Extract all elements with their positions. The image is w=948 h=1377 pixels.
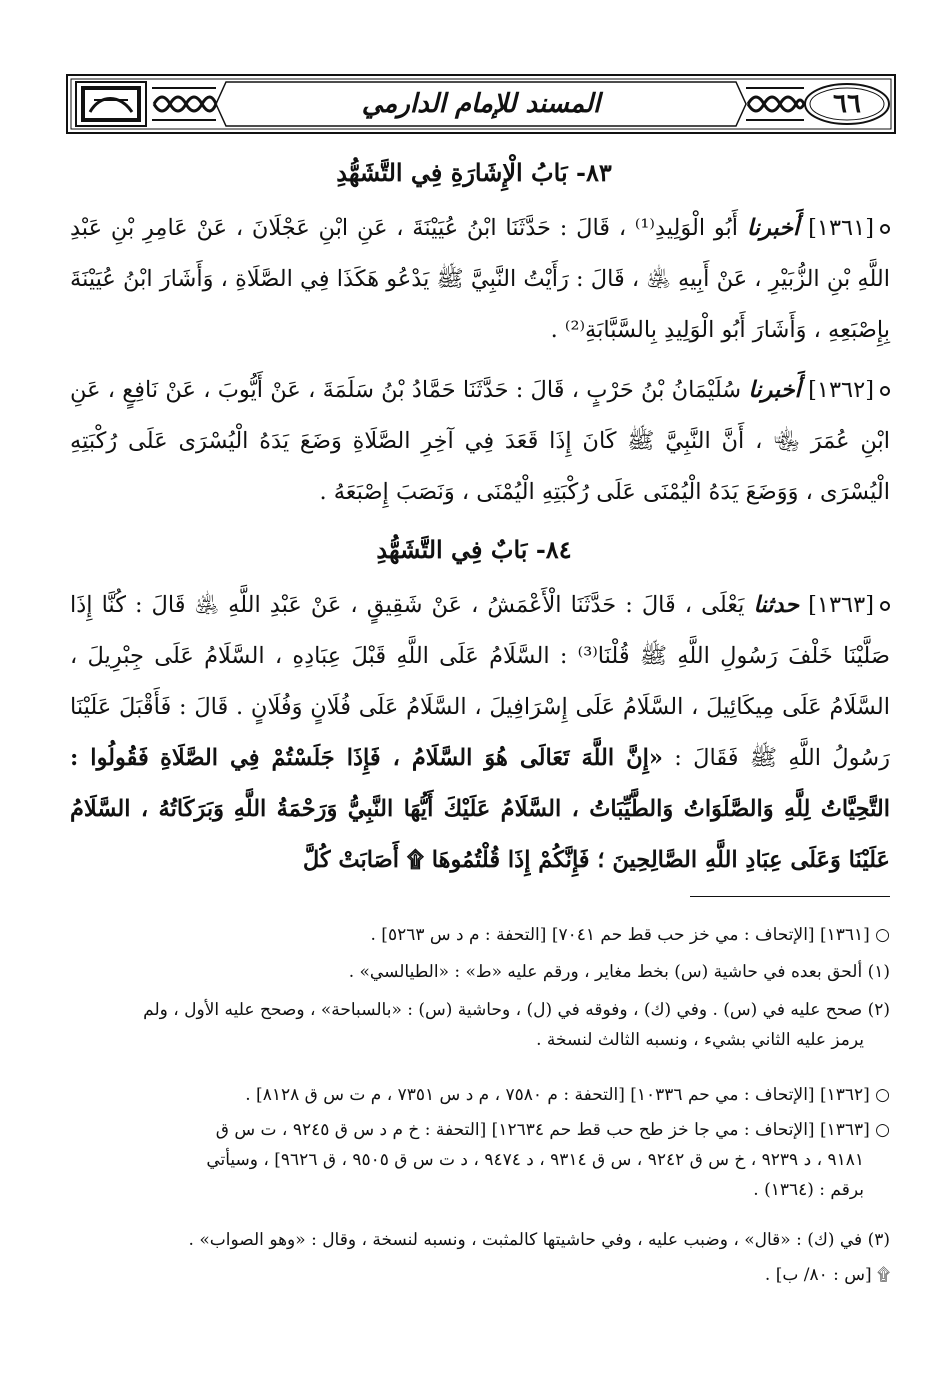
hadith-line: إِذَا صَلَّيْنَا خَلْفَ رَسُولِ اللَّهِ ﷺ قُلْنَا⁽³⁾ : السَّلَامُ عَلَى اللَّهِ قَبْلَ عِبَادِهِ ، السَّلَامُ عَلَى [70,592,890,669]
footnote-line: (٢) صحح عليه في (س) . وفي (ك) ، وفوقه في (ل) ، وحاشية (س) : «بالسباحة» ، وصحح عليه الأول ، ولم [143,1000,890,1020]
footnote-2 [70,995,890,1055]
footnote-line: ٩١٨١ ، د ٩٢٣٩ ، خ س ق ٩٢٤٢ ، س ق ٩٣١٤ ، د ٩٤٧٤ ، د ت س ق ٩٥٠٥ ، ق ٩٦٢٦] ، وسيأتي [206,1150,864,1170]
hadith-line: أَبُو الْوَلِيدِ⁽¹⁾ ، قَالَ : حَدَّثَنَا ابْنُ عُيَيْنَةَ ، عَنِ ابْنِ عَجْلَانَ ، عَنْ عَامِرِ بْنِ [110,215,739,241]
prophetic-speech: «إِنَّ اللَّهَ تَعَالَى هُوَ السَّلَامُ ، فَإِذَا جَلَسْتُمْ فِي الصَّلَاةِ [160,745,663,771]
page-header [66,74,896,134]
hadith-line: عَبْدِ اللَّهِ بْنِ الزُّبَيْرِ ، عَنْ أَبِيهِ ﵁ ، قَالَ : رَأَيْتُ النَّبِيَّ ﷺ يَدْعُو هَكَذَا فِي الصَّلَاةِ ، [70,215,890,292]
transmission-verb: حدثنا [753,592,800,618]
footnote-line: يرمز عليه الثاني بشيء ، ونسبه الثالث لنسخة . [536,1030,864,1050]
chapter-heading-83: ٨٣- بَابُ الْإِشَارَةِ فِي التَّشَهُّدِ [336,158,612,187]
hadith-number: [١٣٦٢] [808,377,875,403]
hadith-line: وَأَشَارَ ابْنُ عُيَيْنَةَ بِإِصْبَعِهِ ، وَأَشَارَ أَبُو الْوَلِيدِ بِالسَّبَّابَةِ⁽²⁾ . [70,266,890,343]
hadith-line: يَعْلَى ، قَالَ : حَدَّثَنَا الْأَعْمَشُ ، عَنْ شَقِيقٍ ، عَنْ عَبْدِ اللَّهِ ﵁ قَالَ : كُنَّا [101,592,745,618]
footnote-3: (٣) في (ك) : «قال» ، وضبب عليه ، وفي حاشيتها كالمثبت ، ونسبه لنسخة ، وقال : «وهو الصواب» . [188,1230,890,1250]
circle-marker-icon [880,224,890,234]
transmission-verb: أَخبرنا [746,215,800,241]
footnote-line: برقم : (١٣٦٤) . [753,1180,864,1200]
hadith-line: جِبْرِيلَ ، السَّلَامُ عَلَى مِيكَائِيلَ ، السَّلَامُ عَلَى إِسْرَافِيلَ ، السَّلَامُ عَلَى فُلَانٍ وَفُلَانٍ . قَالَ : [70,643,890,720]
footnote-1: (١) ألحق بعده في حاشية (س) بخط مغاير ، ورقم عليه «ط» : «الطيالسي» . [348,962,890,982]
circle-marker-icon [880,386,890,396]
footnote-line: ○ [١٣٦٣] [الإتحاف : مي جا خز طح حب قط حم ١٢٦٣٤] [التحفة : خ م د س ق ٩٢٤٥ ، ت س ق [215,1120,890,1140]
hadith-1361 [70,203,890,356]
hadith-1363 [70,580,890,886]
circle-marker-icon [880,601,890,611]
prophetic-speech: فَقُولُوا : التَّحِيَّاتُ لِلَّهِ وَالصَّلَوَاتُ وَالطَّيِّبَاتُ ، السَّلَامُ عَلَيْكَ أَيُّهَا النَّبِيُّ وَرَحْمَةُ اللَّهِ [70,745,890,822]
hadith-number: [١٣٦٣] [808,592,875,618]
page-number: ٦٦ [833,89,861,119]
hadith-line: نَافِعٍ ، عَنِ ابْنِ عُمَرَ ﵄ ، أَنَّ النَّبِيَّ ﷺ كَانَ إِذَا قَعَدَ فِي آخِرِ الصَّلَاةِ وَضَعَ يَدَهُ الْيُسْرَى [70,377,890,454]
hadith-line: سُلَيْمَانُ بْنُ حَرْبٍ ، قَالَ : حَدَّثَنَا حَمَّادُ بْنُ سَلَمَةَ ، عَنْ أَيُّوبَ ، عَنْ [165,377,742,403]
footnote-separator [690,896,890,897]
transmission-verb: أَخبرنا [748,377,801,403]
hadith-1362 [70,365,890,518]
prophetic-speech: وَبَرَكَاتُهُ ، السَّلَامُ عَلَيْنَا وَعَلَى عِبَادِ اللَّهِ الصَّالِحِينَ ؛ فَإِنَّكُمْ إِذَا قُلْتُمُوهَا ۩ أَصَابَتْ كُلَّ [70,796,890,873]
hadith-line: عَلَى رُكْبَتِهِ الْيُسْرَى ، وَوَضَعَ يَدَهُ الْيُمْنَى عَلَى رُكْبَتِهِ الْيُمْنَى ، وَنَصَبَ إِصْبَعَهُ . [70,428,890,505]
hadith-line: فَأَقْبَلَ عَلَيْنَا رَسُولُ اللَّهِ ﷺ فَقَالَ : [70,694,890,771]
footnote-takhrij-1363 [70,1115,890,1205]
footnote-takhrij-1361: ○ [١٣٦١] [الإتحاف : مي خز حب قط حم ٧٠٤١] [التحفة : م د س ٥٢٦٣] . [370,925,890,945]
chapter-heading-84: ٨٤- بَابٌ فِي التَّشَهُّدِ [376,535,572,564]
running-title: المسند للإمام الدارمي [361,89,601,119]
hadith-number: [١٣٦١] [808,215,874,241]
footnote-manuscript-ref: ۩ [س : ٨٠/ ب] . [764,1265,890,1285]
footnote-takhrij-1362: ○ [١٣٦٢] [الإتحاف : مي حم ١٠٣٣٦] [التحفة : م ٧٥٨٠ ، م د س ٧٣٥١ ، م ت س ق ٨١٢٨] . [245,1085,890,1105]
